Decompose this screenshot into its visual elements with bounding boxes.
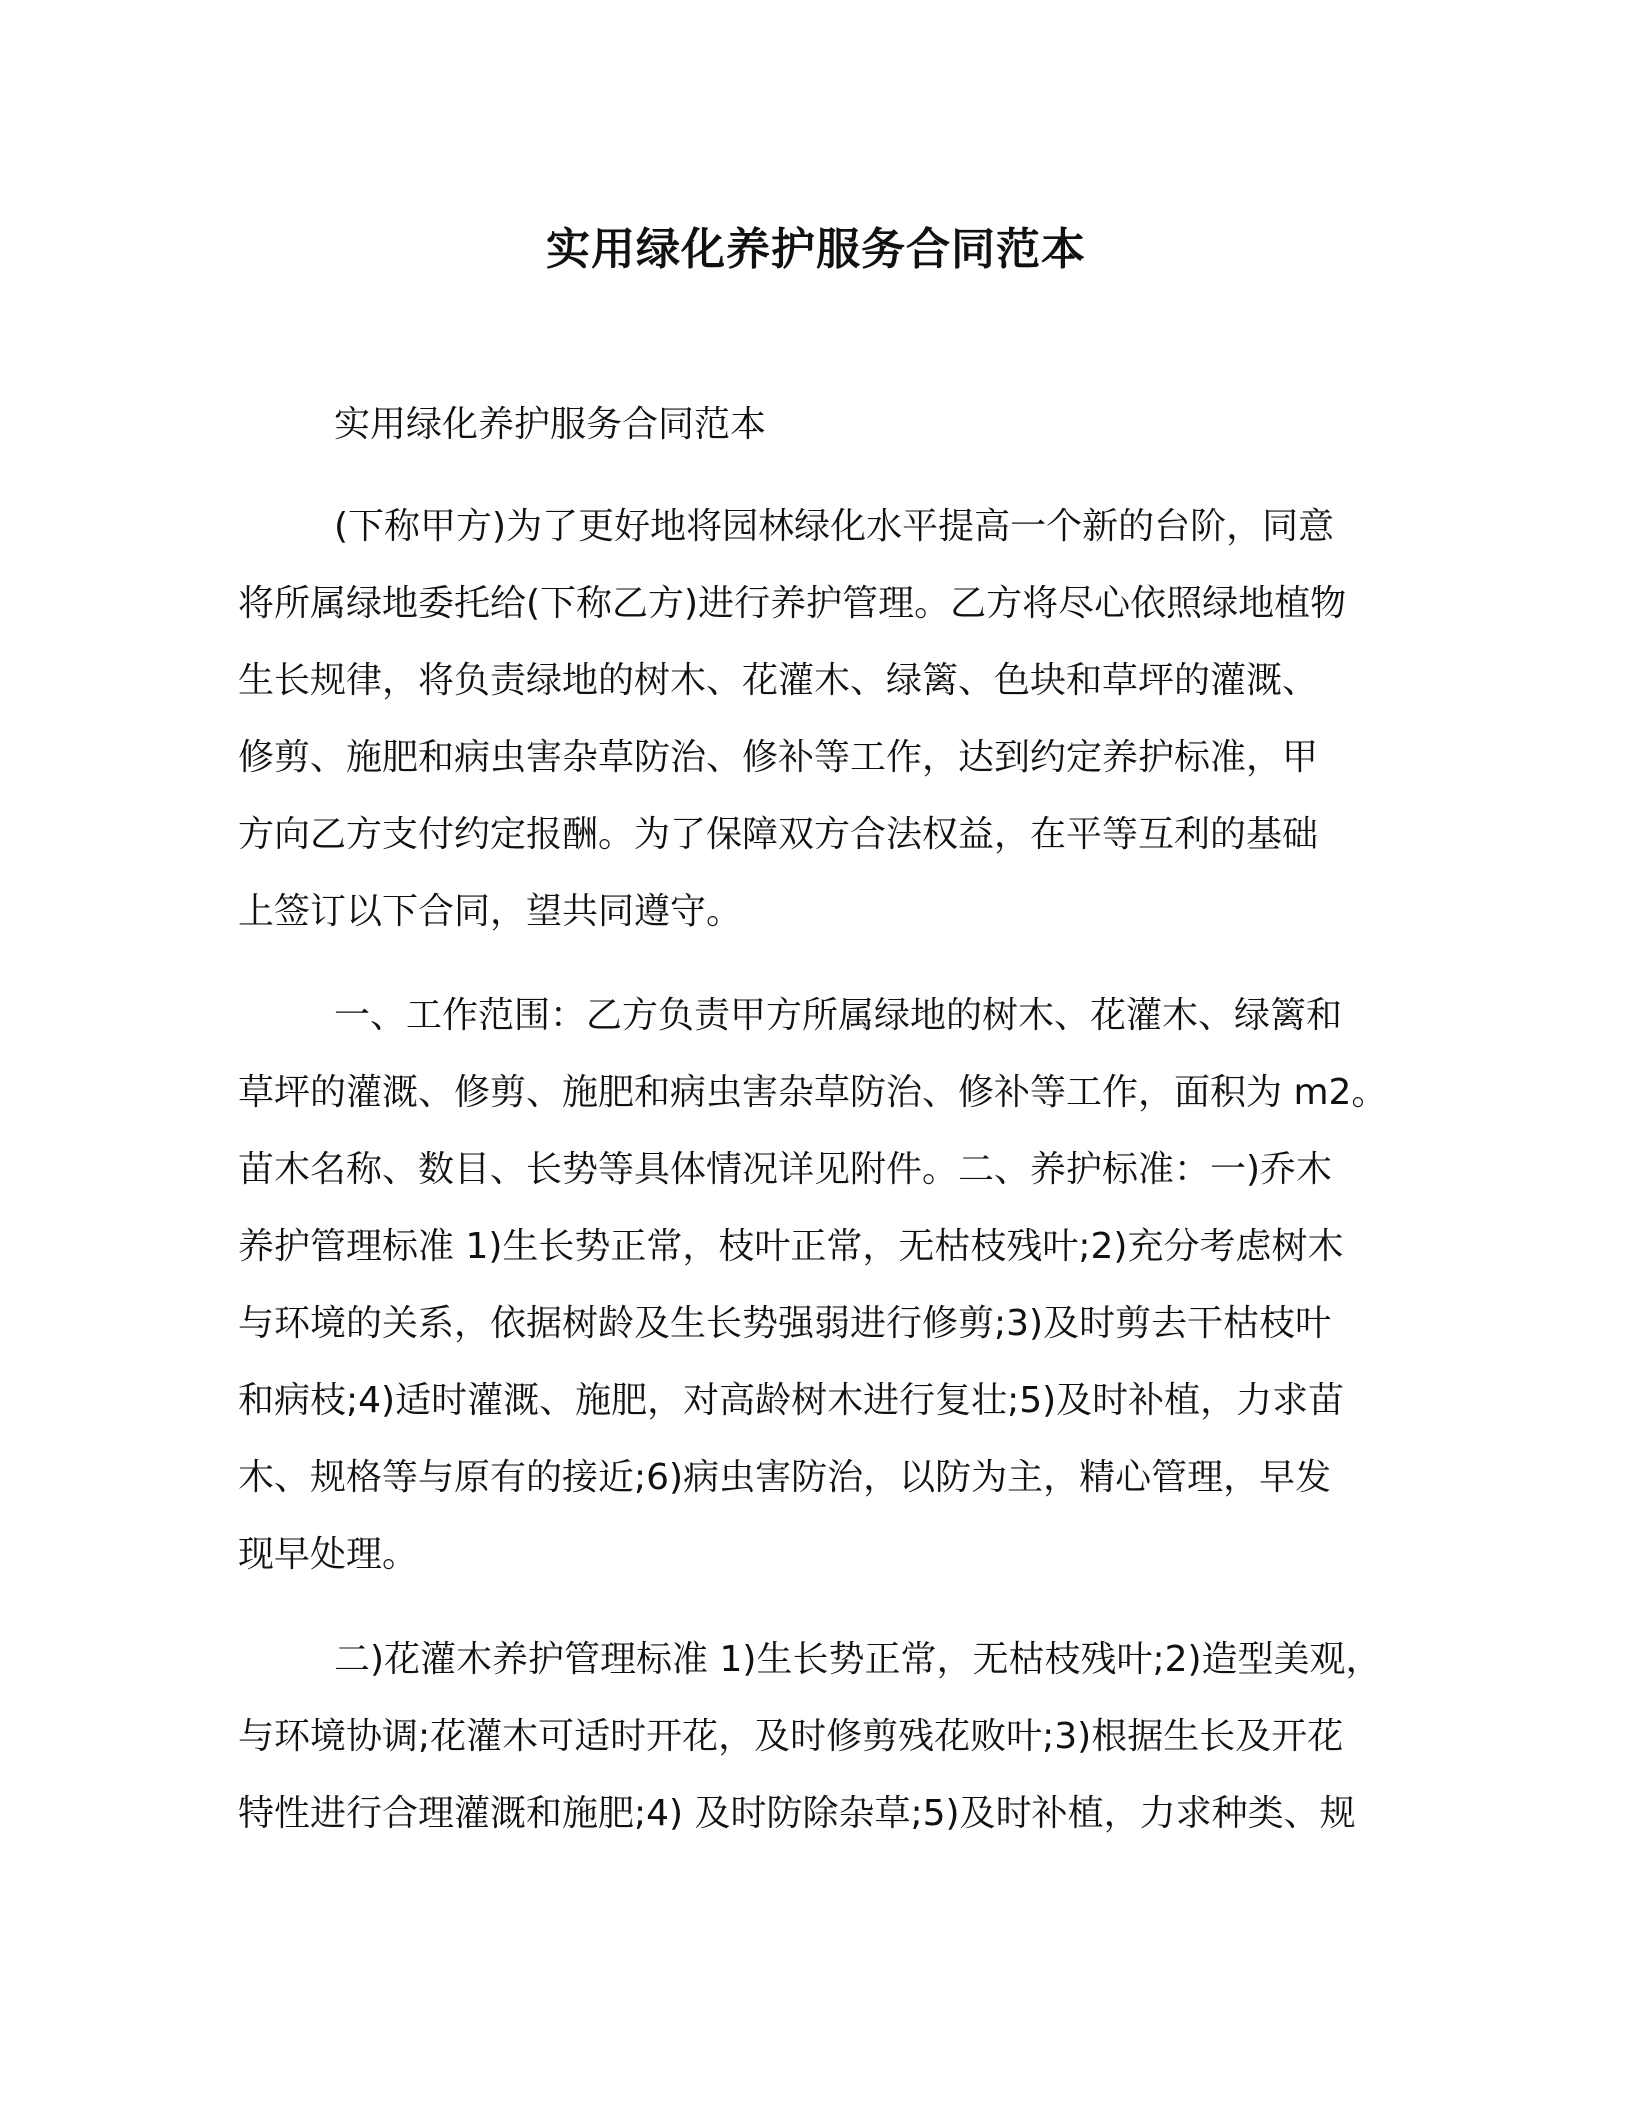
paragraph-line: 将所属绿地委托给(下称乙方)进行养护管理。乙方将尽心依照绿地植物	[238, 583, 1347, 624]
paragraph-line: (下称甲方)为了更好地将园林绿化水平提高一个新的台阶，同意	[334, 506, 1335, 547]
paragraph-line: 与环境的关系，依据树龄及生长势强弱进行修剪;3)及时剪去干枯枝叶	[238, 1303, 1332, 1344]
paragraph-line: 特性进行合理灌溉和施肥;4) 及时防除杂草;5)及时补植，力求种类、规	[238, 1793, 1356, 1834]
paragraph-line: 现早处理。	[238, 1534, 419, 1575]
paragraph-line: 养护管理标准 1)生长势正常，枝叶正常，无枯枝残叶;2)充分考虑树木	[238, 1226, 1344, 1267]
paragraph-line: 生长规律，将负责绿地的树木、花灌木、绿篱、色块和草坪的灌溉、	[238, 660, 1319, 701]
document-title: 实用绿化养护服务合同范本	[546, 224, 1086, 275]
paragraph-line: 苗木名称、数目、长势等具体情况详见附件。二、养护标准：一)乔木	[238, 1149, 1333, 1190]
paragraph-scope-and-standards	[238, 977, 1418, 1593]
paragraph-line: 二)花灌木养护管理标准 1)生长势正常，无枯枝残叶;2)造型美观，	[334, 1639, 1382, 1680]
paragraph-line: 木、规格等与原有的接近;6)病虫害防治，以防为主，精心管理，早发	[238, 1457, 1332, 1498]
paragraph-line: 与环境协调;花灌木可适时开花，及时修剪残花败叶;3)根据生长及开花	[238, 1716, 1344, 1757]
paragraph-line: 草坪的灌溉、修剪、施肥和病虫害杂草防治、修补等工作，面积为 m2。	[238, 1072, 1388, 1113]
paragraph-preamble	[238, 488, 1418, 950]
paragraph-line: 修剪、施肥和病虫害杂草防治、修补等工作，达到约定养护标准，甲	[238, 737, 1319, 778]
document-subtitle: 实用绿化养护服务合同范本	[334, 404, 767, 445]
paragraph-line: 一、工作范围：乙方负责甲方所属绿地的树木、花灌木、绿篱和	[334, 995, 1343, 1036]
paragraph-line: 和病枝;4)适时灌溉、施肥，对高龄树木进行复壮;5)及时补植，力求苗	[238, 1380, 1345, 1421]
paragraph-line: 方向乙方支付约定报酬。为了保障双方合法权益，在平等互利的基础	[238, 814, 1319, 855]
paragraph-shrub-standards	[238, 1621, 1418, 1852]
paragraph-line: 上签订以下合同，望共同遵守。	[238, 891, 743, 932]
